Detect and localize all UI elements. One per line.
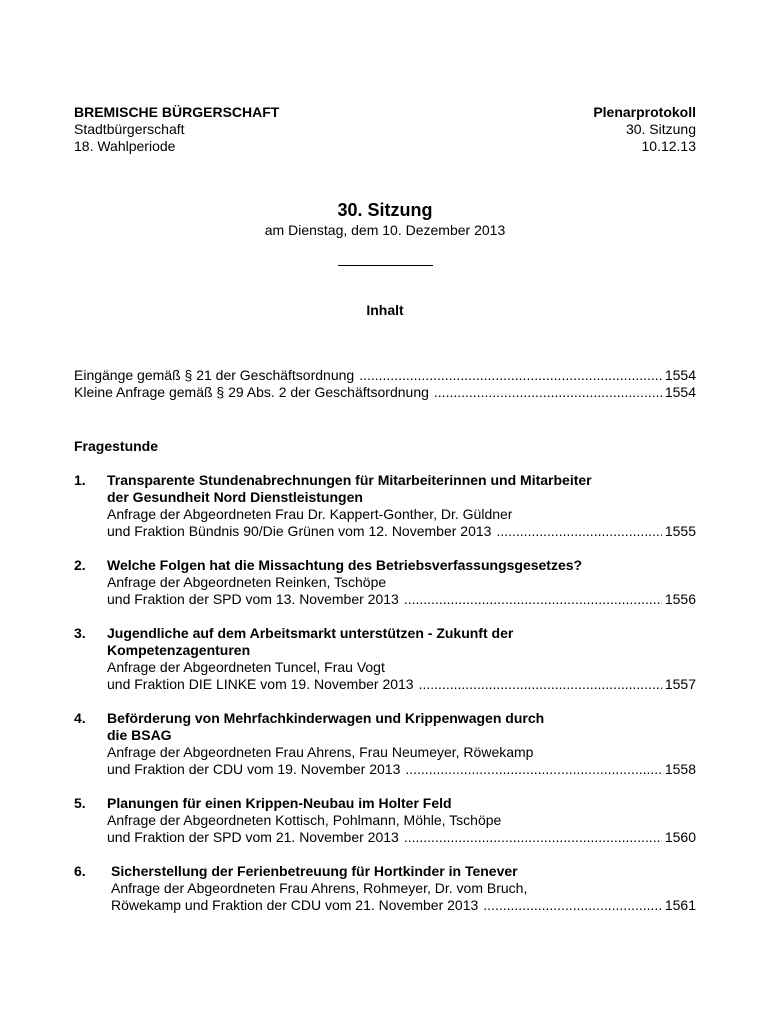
question-page: 1558 [664, 761, 696, 777]
question-number: 1. [74, 472, 86, 488]
question-body [107, 625, 696, 693]
question-entry-line [107, 591, 696, 608]
question-title-line: der Gesundheit Nord Dienstleistungen [107, 489, 363, 505]
toc-entry-page: 1554 [664, 367, 696, 383]
question-title-line: Planungen für einen Krippen-Neubau im Holter Feld [107, 795, 452, 811]
parliament-name: BREMISCHE BÜRGERSCHAFT [74, 104, 280, 120]
dot-leader [404, 591, 662, 608]
question-title-line: Jugendliche auf dem Arbeitsmarkt unterstützen - Zukunft der [107, 625, 514, 641]
question-entry-text: und Fraktion DIE LINKE vom 19. November 2013 [107, 676, 414, 692]
question-body [107, 710, 696, 778]
question-title-line: Beförderung von Mehrfachkinderwagen und Krippenwagen durch [107, 710, 545, 726]
toc-entry-text: Eingänge gemäß § 21 der Geschäftsordnung [74, 367, 355, 383]
question-entry-line [107, 761, 696, 778]
question-author-line: Anfrage der Abgeordneten Frau Ahrens, Rohmeyer, Dr. vom Bruch, [111, 880, 528, 896]
session-number: 30. Sitzung [625, 121, 696, 137]
dot-leader [404, 829, 662, 846]
dot-leader [434, 384, 662, 401]
session-date: 10.12.13 [641, 138, 696, 154]
question-number: 3. [74, 625, 86, 641]
question-number: 6. [74, 863, 86, 879]
page-title: 30. Sitzung [337, 200, 433, 220]
legislative-period: 18. Wahlperiode [74, 138, 176, 154]
question-number: 2. [74, 557, 86, 573]
dot-leader [359, 367, 662, 384]
question-title-line: Sicherstellung der Ferienbetreuung für Hortkinder in Tenever [111, 863, 518, 879]
question-page: 1561 [664, 897, 696, 913]
question-entry-text: und Fraktion der SPD vom 13. November 2013 [107, 591, 399, 607]
question-item [74, 472, 696, 540]
question-body [107, 863, 696, 914]
dot-leader [419, 676, 662, 693]
question-item [74, 863, 696, 914]
question-body [107, 472, 696, 540]
dot-leader [496, 523, 661, 540]
chamber-name: Stadtbürgerschaft [74, 121, 185, 137]
divider [338, 265, 433, 266]
question-page: 1557 [664, 676, 696, 692]
document-page [74, 104, 696, 914]
toc-list [74, 367, 696, 401]
question-number: 4. [74, 710, 86, 726]
question-author-line: Anfrage der Abgeordneten Kottisch, Pohlmann, Möhle, Tschöpe [107, 812, 502, 828]
question-entry-text: und Fraktion der CDU vom 19. November 2013 [107, 761, 401, 777]
toc-entry [74, 367, 696, 384]
question-number: 5. [74, 795, 86, 811]
question-page: 1556 [664, 591, 696, 607]
page-subtitle: am Dienstag, dem 10. Dezember 2013 [264, 222, 506, 238]
question-item [74, 625, 696, 693]
question-entry-text: und Fraktion Bündnis 90/Die Grünen vom 12. November 2013 [107, 523, 492, 539]
question-title-line: Transparente Stundenabrechnungen für Mitarbeiterinnen und Mitarbeiter [107, 472, 592, 488]
dot-leader [405, 761, 661, 778]
header-left [74, 104, 279, 155]
question-body [107, 557, 696, 608]
question-page: 1560 [664, 829, 696, 845]
question-author-line: Anfrage der Abgeordneten Frau Dr. Kappert-Gonther, Dr. Güldner [107, 506, 513, 522]
question-item [74, 710, 696, 778]
question-title-line: die BSAG [107, 727, 172, 743]
contents-heading: Inhalt [366, 302, 404, 318]
question-page: 1555 [664, 523, 696, 539]
question-item [74, 557, 696, 608]
question-author-line: Anfrage der Abgeordneten Frau Ahrens, Frau Neumeyer, Röwekamp [107, 744, 534, 760]
section-heading-fragestunde: Fragestunde [74, 438, 159, 454]
question-author-line: Anfrage der Abgeordneten Reinken, Tschöpe [107, 574, 387, 590]
question-entry-text: und Fraktion der SPD vom 21. November 2013 [107, 829, 399, 845]
toc-entry-page: 1554 [664, 384, 696, 400]
toc-entry-text: Kleine Anfrage gemäß § 29 Abs. 2 der Geschäftsordnung [74, 384, 429, 400]
toc-entry [74, 384, 696, 401]
header-right [593, 104, 696, 155]
question-entry-line [107, 829, 696, 846]
question-body [107, 795, 696, 846]
question-item [74, 795, 696, 846]
document-header [74, 104, 696, 155]
dot-leader [483, 897, 662, 914]
question-title-line: Kompetenzagenturen [107, 642, 251, 658]
question-entry-text: Röwekamp und Fraktion der CDU vom 21. November 2013 [111, 897, 479, 913]
question-title-line: Welche Folgen hat die Missachtung des Betriebsverfassungsgesetzes? [107, 557, 583, 573]
question-author-line: Anfrage der Abgeordneten Tuncel, Frau Vogt [107, 659, 385, 675]
document-type: Plenarprotokoll [593, 104, 696, 120]
question-entry-line [107, 523, 696, 540]
question-entry-line [107, 676, 696, 693]
question-entry-line [111, 897, 696, 914]
